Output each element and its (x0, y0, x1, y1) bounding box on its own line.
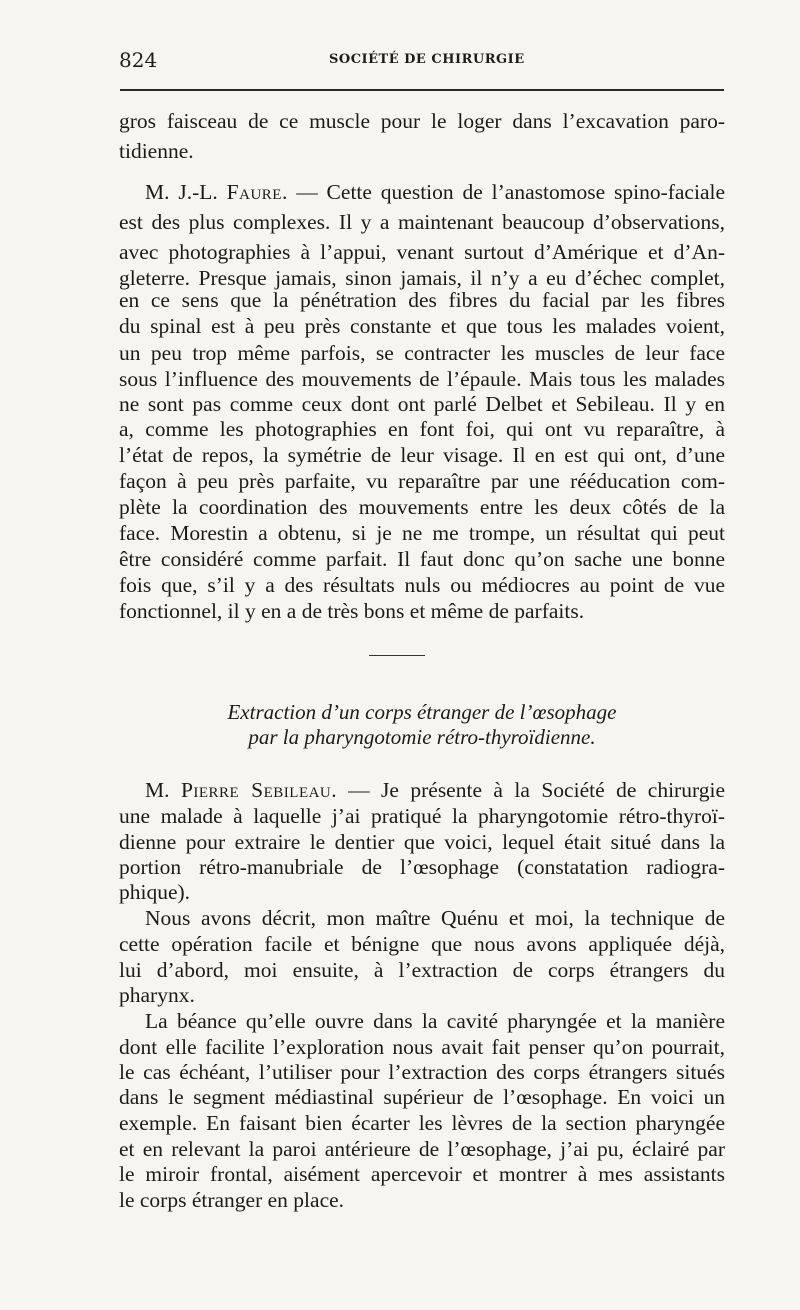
text-line: est des plus complexes. Il y a maintenant beaucoup d’observations, (119, 210, 725, 234)
section-title-line-2: par la pharyngotomie rétro-thyroïdienne. (248, 725, 596, 749)
page-header (119, 48, 725, 74)
text-line: sous l’influence des mouvements de l’épaule. Mais tous les malades (119, 367, 725, 391)
text-line: phique). (119, 880, 191, 904)
speaker-name: Faure (226, 180, 282, 204)
text-line: et en relevant la paroi antérieure de l’œsophage, j’ai pu, éclairé par (119, 1137, 725, 1161)
text-line: du spinal est à peu près constante et que tous les malades voient, (119, 314, 725, 338)
text-line: exemple. En faisant bien écarter les lèvres de la section pharyngée (119, 1111, 725, 1135)
speaker-line-text: . — Je présente à la Société de chirurgie (331, 778, 726, 802)
text-line: un peu trop même parfois, se contracter les muscles de leur face (119, 341, 725, 365)
text-line: La béance qu’elle ouvre dans la cavité pharyngée et la manière (145, 1009, 725, 1033)
text-line: le cas échéant, l’utiliser pour l’extraction des corps étrangers situés (119, 1060, 725, 1084)
running-title: SOCIÉTÉ DE CHIRURGIE (329, 52, 525, 67)
text-line: cette opération facile et bénigne que nous avons appliquée déjà, (119, 932, 725, 956)
text-line: le corps étranger en place. (119, 1188, 345, 1212)
header-rule (120, 89, 724, 91)
text-line: portion rétro-manubriale de l’œsophage (constatation radiogra- (119, 855, 725, 879)
page-number: 824 (119, 48, 158, 72)
text-line: pharynx. (119, 983, 195, 1007)
text-line: lui d’abord, moi ensuite, à l’extraction de corps étrangers du (119, 958, 725, 982)
text-line: en ce sens que la pénétration des fibres du facial par les fibres (119, 288, 725, 312)
text-line: plète la coordination des mouvements entre les deux côtés de la (119, 495, 725, 519)
text-line: dont elle facilite l’exploration nous avait fait penser qu’on pourrait, (119, 1035, 725, 1059)
text-line: ne sont pas comme ceux dont ont parlé Delbet et Sebileau. Il y en (119, 392, 725, 416)
text-line: dans le segment médiastinal supérieur de l’œsophage. En voici un (119, 1085, 725, 1109)
text-line: a, comme les photographies en font foi, qui ont vu reparaître, à (119, 417, 725, 441)
section-divider (369, 655, 425, 656)
text-line: tidienne. (119, 139, 194, 163)
text-line: Nous avons décrit, mon maître Quénu et moi, la technique de (145, 906, 725, 930)
text-line: l’état de repos, la symétrie de leur visage. Il en est qui ont, d’une (119, 443, 725, 467)
text-line: une malade à laquelle j’ai pratiqué la pharyngotomie rétro-thyroï- (119, 804, 725, 828)
text-line: façon à peu près parfaite, vu reparaître par une rééducation com- (119, 469, 725, 493)
text-line: gros faisceau de ce muscle pour le loger dans l’excavation paro- (119, 109, 725, 133)
text-line: dienne pour extraire le dentier que voici, lequel était situé dans la (119, 830, 725, 854)
text-line: fois que, s’il y a des résultats nuls ou médiocres au point de vue (119, 573, 725, 597)
text-line: être considéré comme parfait. Il faut donc qu’on sache une bonne (119, 547, 725, 571)
text-line: avec photographies à l’appui, venant surtout d’Amérique et d’An- (119, 240, 725, 264)
text-line: le miroir frontal, aisément apercevoir et montrer à mes assistants (119, 1162, 725, 1186)
speaker-line-text: . — Cette question de l’anastomose spino-faciale (281, 180, 726, 204)
speaker-line-faure (145, 177, 725, 207)
text-line: fonctionnel, il y en a de très bons et même de parfaits. (119, 599, 585, 623)
speaker-initials: M. (145, 778, 170, 802)
speaker-name: Pierre Sebileau (180, 778, 332, 802)
section-title-line-1: Extraction d’un corps étranger de l’œsophage (227, 700, 617, 724)
text-line: gleterre. Presque jamais, sinon jamais, il n’y a eu d’échec complet, (119, 266, 725, 290)
text-line: face. Morestin a obtenu, si je ne me trompe, un résultat qui peut (119, 521, 725, 545)
speaker-initials: M. J.-L. (145, 180, 218, 204)
